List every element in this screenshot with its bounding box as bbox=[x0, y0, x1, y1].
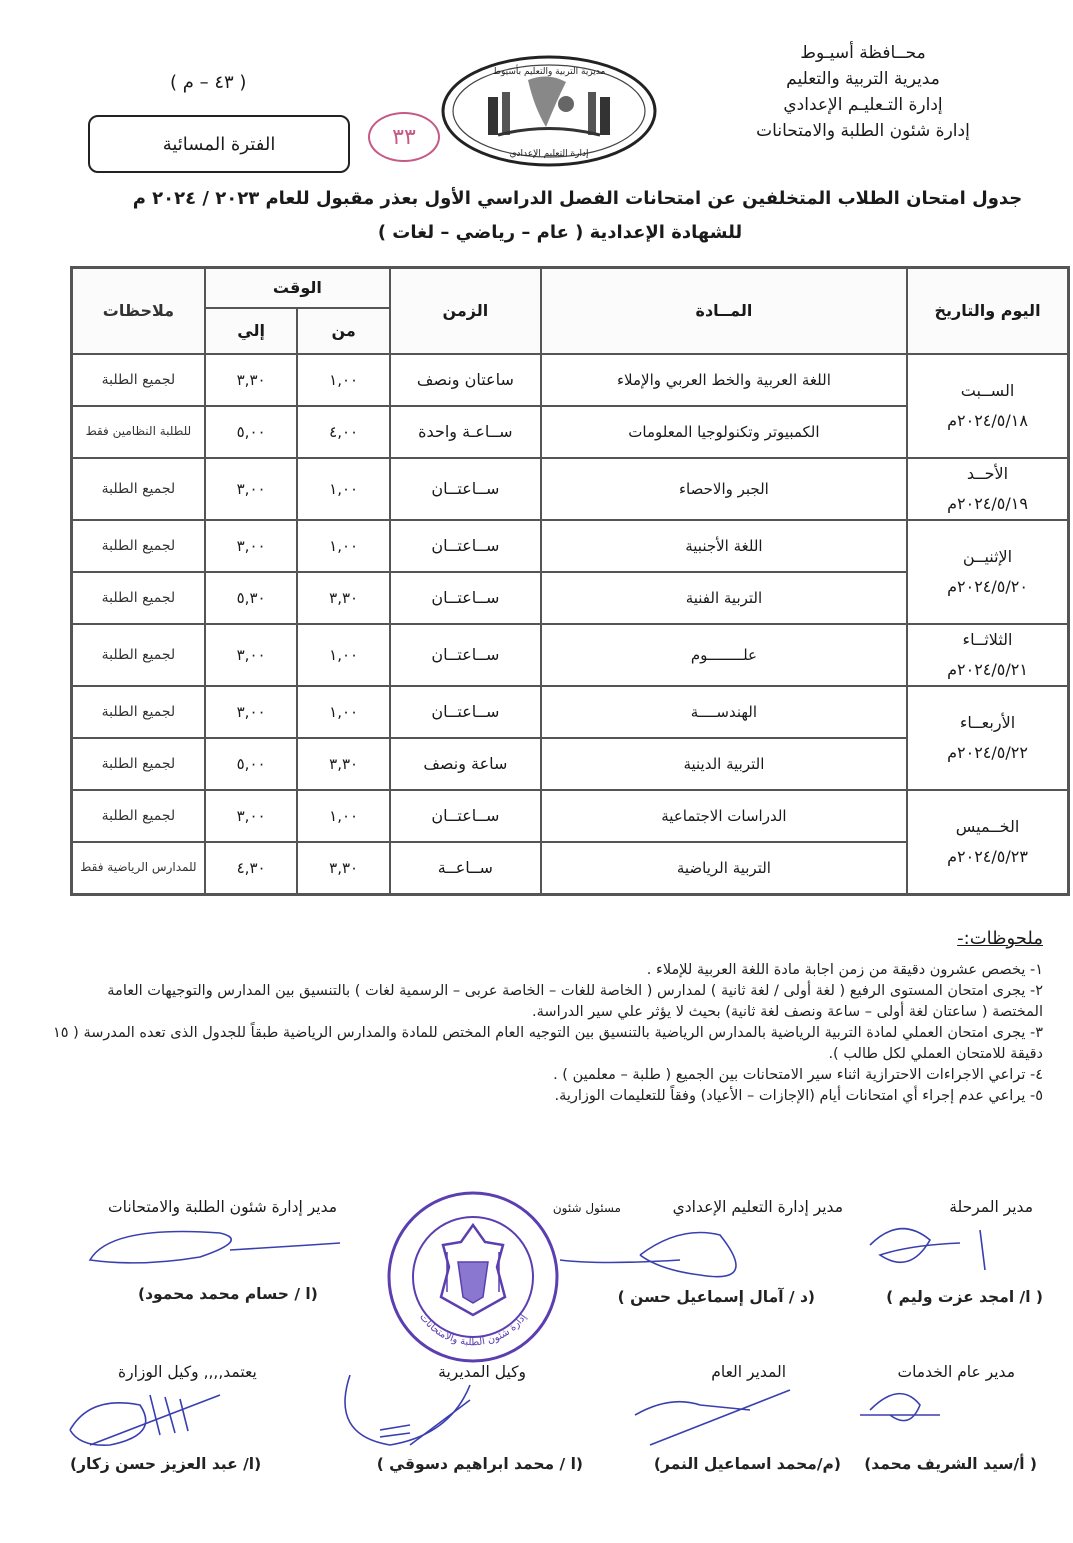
name-services-director: ( أ/سيد الشريف محمد) bbox=[864, 1455, 1037, 1473]
duration-cell: ســاعتــان bbox=[390, 624, 541, 686]
subject-cell: الهندســــة bbox=[541, 686, 907, 738]
day-date-cell bbox=[907, 790, 1068, 895]
header-to: إلي bbox=[205, 308, 298, 354]
time-to-cell: ٥,٣٠ bbox=[205, 572, 298, 624]
note-cell: للمدارس الرياضية فقط bbox=[72, 842, 205, 895]
day-date-cell bbox=[907, 624, 1068, 686]
note-item: ٤- تراعي الاجراءات الاحترازية اثناء سير الامتحانات بين الجميع ( طلبة – معلمين ) . bbox=[553, 1067, 1043, 1083]
note-cell: لجميع الطلبة bbox=[72, 790, 205, 842]
note-item: ١- يخصص عشرون دقيقة من زمن اجابة مادة اللغة العربية للإملاء . bbox=[646, 962, 1043, 978]
time-from-cell: ١,٠٠ bbox=[297, 354, 390, 406]
day-name: الأحــد bbox=[966, 463, 1009, 483]
administration-name: إدارة التـعليـم الإعدادي bbox=[783, 95, 943, 115]
note-item: ٣- يجرى امتحان العملي لمادة التربية الرياضية بالمدارس الرياضية بالتنسيق بين التوجيه العام المختص للمادة والمدارس الرياضية طبقاً للجدول الذى تعده المدرسة ( ١٥ دقيقة للامتحان العملي لكل طالب ). bbox=[52, 1025, 1043, 1062]
name-deputy-directorate: (ا / محمد ابراهيم دسوقي ) bbox=[376, 1455, 583, 1473]
time-from-cell: ١,٠٠ bbox=[297, 686, 390, 738]
subject-cell: التربية الفنية bbox=[541, 572, 907, 624]
exam-date: ٢٠٢٤/٥/١٨م bbox=[947, 410, 1028, 430]
duration-cell: ســاعـة واحدة bbox=[390, 406, 541, 458]
time-to-cell: ٥,٠٠ bbox=[205, 406, 298, 458]
time-to-cell: ٣,٠٠ bbox=[205, 624, 298, 686]
duration-cell: ســاعتــان bbox=[390, 790, 541, 842]
notes-list bbox=[53, 960, 1043, 1107]
day-name: الإثنيــن bbox=[962, 546, 1013, 566]
official-stamp bbox=[383, 1187, 563, 1367]
table-row bbox=[72, 624, 1069, 686]
name-undersecretary: (ا/ عبد العزيز حسن زكار) bbox=[70, 1455, 262, 1473]
form-code: ( ٤٣ – م ) bbox=[170, 72, 247, 93]
notes-title: ملحوظات:- bbox=[957, 928, 1043, 949]
subject-cell: التربية الدينية bbox=[541, 738, 907, 790]
header-notes: ملاحظات bbox=[72, 268, 205, 354]
signature-scribbles-row2 bbox=[50, 1375, 1010, 1455]
header-org-block bbox=[713, 40, 1013, 144]
header-time: الوقت bbox=[205, 268, 390, 308]
time-from-cell: ٣,٣٠ bbox=[297, 738, 390, 790]
note-cell: لجميع الطلبة bbox=[72, 572, 205, 624]
name-admin-director: (د / آمال إسماعيل حسن ) bbox=[617, 1288, 815, 1306]
note-cell: للطلبة النظامين فقط bbox=[72, 406, 205, 458]
title-stage-director: مدير المرحلة bbox=[949, 1198, 1033, 1216]
name-general-director: (م/محمد اسماعيل النمر) bbox=[653, 1455, 841, 1473]
duration-cell: ســاعتــان bbox=[390, 520, 541, 572]
time-to-cell: ٣,٠٠ bbox=[205, 790, 298, 842]
logo-text-bottom: إدارة التعليم الإعدادي bbox=[509, 149, 589, 159]
table-row bbox=[72, 354, 1069, 406]
exam-date: ٢٠٢٤/٥/١٩م bbox=[947, 493, 1028, 513]
title-admin-director: مدير إدارة التعليم الإعدادي bbox=[672, 1198, 843, 1216]
table-row bbox=[72, 686, 1069, 738]
exam-date: ٢٠٢٤/٥/٢١م bbox=[947, 659, 1028, 679]
duration-cell: ساعة ونصف bbox=[390, 738, 541, 790]
subject-cell: اللغة العربية والخط العربي والإملاء bbox=[541, 354, 907, 406]
time-from-cell: ١,٠٠ bbox=[297, 458, 390, 520]
note-item: ٢- يجرى امتحان المستوى الرفيع ( لغة أولى / لغة ثانية ) لمدارس ( الخاصة للغات – الخاصة عربى – الرسمية لغات ) بالتنسيق بين المدارس والتوجيهات العامة المختصة ( ساعتان لغة أولى – ساعة ونصف لغة ثانية) بحيث لا يؤثر علي سير الدراسة. bbox=[107, 983, 1043, 1020]
time-to-cell: ٤,٣٠ bbox=[205, 842, 298, 895]
duration-cell: ســاعتــان bbox=[390, 458, 541, 520]
page-number-circle bbox=[368, 112, 440, 162]
duration-cell: ســاعتــان bbox=[390, 572, 541, 624]
subject-cell: التربية الرياضية bbox=[541, 842, 907, 895]
day-name: الســبت bbox=[960, 380, 1015, 400]
header-duration: الزمن bbox=[390, 268, 541, 354]
time-from-cell: ٤,٠٠ bbox=[297, 406, 390, 458]
logo-text-top: مديرية التربية والتعليم بأسيوط bbox=[492, 67, 606, 77]
header-from: من bbox=[297, 308, 390, 354]
day-date-cell bbox=[907, 686, 1068, 790]
note-cell: لجميع الطلبة bbox=[72, 354, 205, 406]
subject-cell: الكمبيوتر وتكنولوجيا المعلومات bbox=[541, 406, 907, 458]
period-label bbox=[88, 115, 350, 173]
title-control-officer: مسئول شئون bbox=[552, 1201, 621, 1215]
note-cell: لجميع الطلبة bbox=[72, 686, 205, 738]
time-from-cell: ١,٠٠ bbox=[297, 520, 390, 572]
note-item: ٥- يراعي عدم إجراء أي امتحانات أيام (الإجازات – الأعياد) وفقاً للتعليمات الوزارية. bbox=[554, 1088, 1043, 1104]
subject-cell: الدراسات الاجتماعية bbox=[541, 790, 907, 842]
title-dept-director: مدير إدارة شئون الطلبة والامتحانات bbox=[108, 1198, 338, 1216]
day-name: الأربعــاء bbox=[959, 712, 1016, 732]
time-to-cell: ٥,٠٠ bbox=[205, 738, 298, 790]
day-name: الخــميس bbox=[955, 816, 1020, 836]
time-to-cell: ٣,٣٠ bbox=[205, 354, 298, 406]
exam-date: ٢٠٢٤/٥/٢٢م bbox=[947, 742, 1028, 762]
directorate-name: مديرية التربية والتعليم bbox=[786, 69, 940, 89]
exam-date: ٢٠٢٤/٥/٢٣م bbox=[947, 846, 1028, 866]
duration-cell: ســاعتــان bbox=[390, 686, 541, 738]
day-date-cell bbox=[907, 458, 1068, 520]
department-name: إدارة شئون الطلبة والامتحانات bbox=[756, 121, 970, 141]
subject-cell: علــــــــوم bbox=[541, 624, 907, 686]
table-row bbox=[72, 520, 1069, 572]
title-general-director: المدير العام bbox=[711, 1363, 786, 1381]
time-from-cell: ١,٠٠ bbox=[297, 624, 390, 686]
time-from-cell: ٣,٣٠ bbox=[297, 842, 390, 895]
table-row bbox=[72, 458, 1069, 520]
note-cell: لجميع الطلبة bbox=[72, 738, 205, 790]
subject-cell: الجبر والاحصاء bbox=[541, 458, 907, 520]
title-deputy-directorate: وكيل المديرية bbox=[438, 1363, 526, 1381]
note-cell: لجميع الطلبة bbox=[72, 458, 205, 520]
exam-schedule-table bbox=[70, 266, 1070, 896]
title-approval: يعتمد,,,, وكيل الوزارة bbox=[118, 1363, 257, 1381]
document-subtitle: للشهادة الإعدادية ( عام – رياضي – لغات ) bbox=[377, 222, 743, 243]
period-label-text: الفترة المسائية bbox=[162, 133, 276, 155]
svg-text:إدارة شئون الطلبة والامتحانات bbox=[417, 1312, 529, 1349]
exam-date: ٢٠٢٤/٥/٢٠م bbox=[947, 576, 1028, 596]
time-from-cell: ١,٠٠ bbox=[297, 790, 390, 842]
time-from-cell: ٣,٣٠ bbox=[297, 572, 390, 624]
header-subject: المــادة bbox=[541, 268, 907, 354]
title-services-director: مدير عام الخدمات bbox=[897, 1363, 1015, 1381]
header-day-date: اليوم والتاريخ bbox=[907, 268, 1068, 354]
stamp-text: إدارة شئون الطلبة والامتحانات bbox=[417, 1311, 529, 1349]
document-title: جدول امتحان الطلاب المتخلفين عن امتحانات الفصل الدراسي الأول بعذر مقبول للعام ٢٠٢٣ / ٢٠٢٤ م bbox=[132, 188, 1023, 209]
day-name: الثلاثــاء bbox=[962, 629, 1013, 649]
note-cell: لجميع الطلبة bbox=[72, 520, 205, 572]
governorate-name: محــافظة أسيـوط bbox=[800, 43, 926, 63]
note-cell: لجميع الطلبة bbox=[72, 624, 205, 686]
time-to-cell: ٣,٠٠ bbox=[205, 520, 298, 572]
day-date-cell bbox=[907, 354, 1068, 458]
day-date-cell bbox=[907, 520, 1068, 624]
table-row bbox=[72, 790, 1069, 842]
subject-cell: اللغة الأجنبية bbox=[541, 520, 907, 572]
time-to-cell: ٣,٠٠ bbox=[205, 458, 298, 520]
name-dept-director: (ا / حسام محمد محمود) bbox=[138, 1285, 318, 1303]
education-logo bbox=[438, 52, 660, 170]
page-number: ٣٣ bbox=[392, 124, 416, 150]
time-to-cell: ٣,٠٠ bbox=[205, 686, 298, 738]
duration-cell: ساعتان ونصف bbox=[390, 354, 541, 406]
name-stage-director: ( ا/ امجد عزت وليم ) bbox=[886, 1288, 1043, 1306]
duration-cell: ســاعــة bbox=[390, 842, 541, 895]
